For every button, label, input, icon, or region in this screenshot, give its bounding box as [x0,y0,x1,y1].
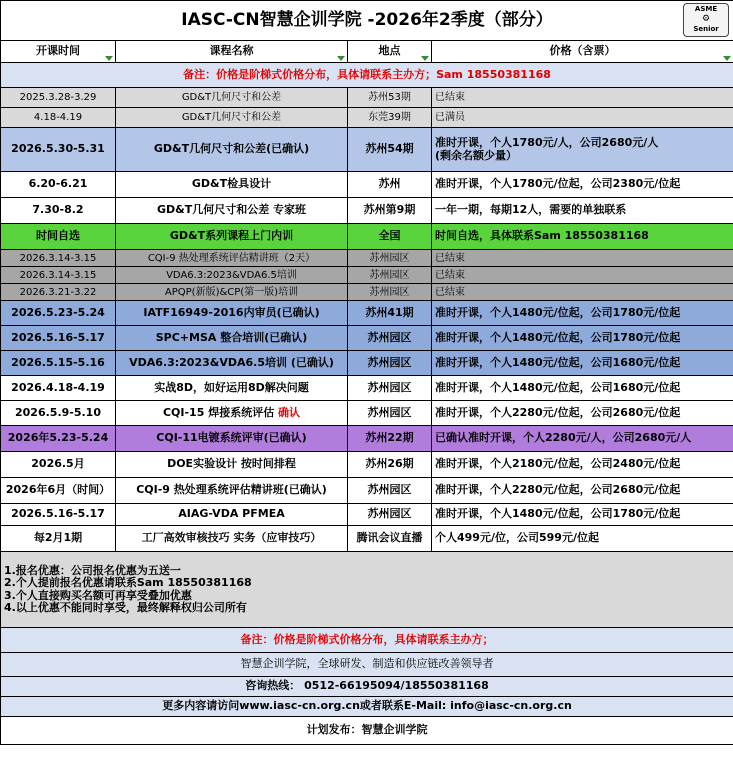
course-name: VDA6.3:2023&VDA6.5培训 [116,267,348,284]
filter-dropdown-icon[interactable] [105,56,113,61]
course-name: GD&T系列课程上门内训 [116,224,348,250]
course-row [1,88,733,108]
course-name: GD&T几何尺寸和公差(已确认) [116,128,348,172]
footer-slogan: 智慧企训学院，全球研发、制造和供应链改善领导者 [1,653,733,677]
header-place[interactable] [348,41,432,63]
term-line: 3.个人直接购买名额可再享受叠加优惠 [4,588,192,602]
course-date: 7.30-8.2 [1,198,116,224]
stamp-emblem-icon: ⚙ [701,14,711,24]
course-price: 已结束 [432,284,733,301]
course-place: 苏州 [348,172,432,198]
course-date: 4.18-4.19 [1,108,116,128]
course-place: 苏州园区 [348,504,432,526]
course-date: 2026.4.18-4.19 [1,376,116,401]
filter-dropdown-icon[interactable] [421,56,429,61]
course-row [1,172,733,198]
course-date: 2026.5.9-5.10 [1,401,116,426]
course-place: 苏州园区 [348,376,432,401]
course-name: 工厂高效审核技巧 实务（应审技巧） [116,526,348,552]
title-text: IASC-CN智慧企训学院 -2026年2季度（部分） [181,10,553,31]
page-title [1,1,733,41]
course-row [1,128,733,172]
course-seats-note: (剩余名额少量） [435,148,518,162]
course-date: 2026.5月 [1,452,116,478]
header-place-label: 地点 [378,44,401,58]
course-price: 准时开课，个人1480元/位起，公司1780元/位起 [432,301,733,326]
course-date: 2026年5.23-5.24 [1,426,116,452]
course-row [1,504,733,526]
course-name: AIAG-VDA PFMEA [116,504,348,526]
course-price: 准时开课，个人2280元/位起，公司2680元/位起 [432,401,733,426]
course-price: 准时开课，个人1480元/位起，公司1780元/位起 [432,326,733,351]
price-note-bottom: 备注：价格是阶梯式价格分布，具体请联系主办方； [1,628,733,653]
course-place: 苏州园区 [348,267,432,284]
course-row [1,108,733,128]
header-course-label: 课程名称 [209,44,254,58]
course-place: 苏州41期 [348,301,432,326]
course-place: 苏州26期 [348,452,432,478]
course-place: 苏州园区 [348,250,432,267]
footer-hotline: 咨询热线： 0512-66195094/18550381168 [1,677,733,697]
course-date: 2026.5.16-5.17 [1,504,116,526]
header-date[interactable] [1,41,116,63]
header-price[interactable] [432,41,733,63]
course-date: 2026.5.15-5.16 [1,351,116,376]
course-name: GD&T几何尺寸和公差 专家班 [116,198,348,224]
course-place: 苏州园区 [348,351,432,376]
course-price [432,128,733,172]
course-row [1,224,733,250]
course-price: 准时开课，个人2180元/位起，公司2480元/位起 [432,452,733,478]
course-name: SPC+MSA 整合培训(已确认) [116,326,348,351]
course-price: 一年一期，每期12人，需要的单独联系 [432,198,733,224]
term-line: 4.以上优惠不能同时享受，最终解释权归公司所有 [4,600,247,614]
course-place: 苏州园区 [348,401,432,426]
course-date: 2026年6月（时间） [1,478,116,504]
course-place: 苏州园区 [348,326,432,351]
course-price: 时间自选，具体联系Sam 18550381168 [432,224,733,250]
course-place: 苏州54期 [348,128,432,172]
header-date-label: 开课时间 [36,44,80,58]
header-course[interactable] [116,41,348,63]
course-date: 2025.3.28-3.29 [1,88,116,108]
course-price: 已结束 [432,267,733,284]
course-date: 2026.3.14-3.15 [1,267,116,284]
filter-dropdown-icon[interactable] [723,56,731,61]
course-date: 2026.5.16-5.17 [1,326,116,351]
course-price: 已结束 [432,250,733,267]
course-price-text: 准时开课，个人1780元/人，公司2680元/人 [435,136,659,150]
course-date: 2026.3.14-3.15 [1,250,116,267]
course-date: 时间自选 [1,224,116,250]
course-place: 全国 [348,224,432,250]
course-name: GD&T几何尺寸和公差 [116,108,348,128]
course-place: 苏州第9期 [348,198,432,224]
header-price-label: 价格（含票） [549,44,616,58]
course-row [1,351,733,376]
course-name: 实战8D，如好运用8D解决问题 [116,376,348,401]
course-row [1,267,733,284]
filter-dropdown-icon[interactable] [337,56,345,61]
course-name: DOE实验设计 按时间排程 [116,452,348,478]
course-name-text: CQI-15 焊接系统评估 [162,405,279,419]
course-date: 2026.5.30-5.31 [1,128,116,172]
course-row [1,198,733,224]
course-name: IATF16949-2016内审员(已确认) [116,301,348,326]
course-date: 2026.3.21-3.22 [1,284,116,301]
course-price: 准时开课，个人1780元/位起，公司2380元/位起 [432,172,733,198]
course-price: 准时开课，个人1480元/位起，公司1680元/位起 [432,351,733,376]
course-row [1,526,733,552]
course-date: 6.20-6.21 [1,172,116,198]
course-name: GD&T几何尺寸和公差 [116,88,348,108]
course-price: 已结束 [432,88,733,108]
course-name: CQI-9 热处理系统评估精讲班(已确认) [116,478,348,504]
discount-terms [1,552,733,628]
course-place: 腾讯会议直播 [348,526,432,552]
stamp-top-text: ASME [694,5,718,13]
course-name: CQI-11电镀系统评审(已确认) [116,426,348,452]
course-name: APQP(新版)&CP(第一版)培训 [116,284,348,301]
course-row [1,284,733,301]
course-rows [1,88,733,552]
term-line: 1.报名优惠：公司报名优惠为五送一 [4,564,181,578]
term-line: 2.个人提前报名优惠请联系Sam 18550381168 [4,576,252,590]
course-row [1,301,733,326]
course-price: 个人499元/位，公司599元/位起 [432,526,733,552]
footer-publisher: 计划发布：智慧企训学院 [1,717,733,745]
course-date: 2026.5.23-5.24 [1,301,116,326]
course-name: CQI-9 热处理系统评估精讲班（2天） [116,250,348,267]
asme-senior-logo [683,3,729,37]
course-name: VDA6.3:2023&VDA6.5培训 (已确认) [116,351,348,376]
course-place: 苏州园区 [348,478,432,504]
course-name: GD&T检具设计 [116,172,348,198]
course-place: 苏州园区 [348,284,432,301]
course-place: 东莞39期 [348,108,432,128]
course-place: 苏州53期 [348,88,432,108]
course-date: 每2月1期 [1,526,116,552]
stamp-bottom-text: Senior [693,25,719,33]
course-price: 已确认准时开课，个人2280元/人，公司2680元/人 [432,426,733,452]
course-price: 准时开课，个人1480元/位起，公司1780元/位起 [432,504,733,526]
course-price: 已满员 [432,108,733,128]
course-place: 苏州22期 [348,426,432,452]
course-row [1,326,733,351]
course-row [1,426,733,452]
course-price: 准时开课，个人1480元/位起，公司1680元/位起 [432,376,733,401]
course-row [1,250,733,267]
course-row [1,478,733,504]
course-row [1,452,733,478]
footer-website: 更多内容请访问www.iasc-cn.org.cn或者联系E-Mail: info@iasc-cn.org.cn [1,697,733,717]
course-price: 准时开课，个人2280元/位起，公司2680元/位起 [432,478,733,504]
price-note: 备注：价格是阶梯式价格分布，具体请联系主办方；Sam 18550381168 [1,63,733,88]
course-row [1,401,733,426]
course-row [1,376,733,401]
course-confirm-tag: 确认 [278,405,301,419]
course-name [116,401,348,426]
